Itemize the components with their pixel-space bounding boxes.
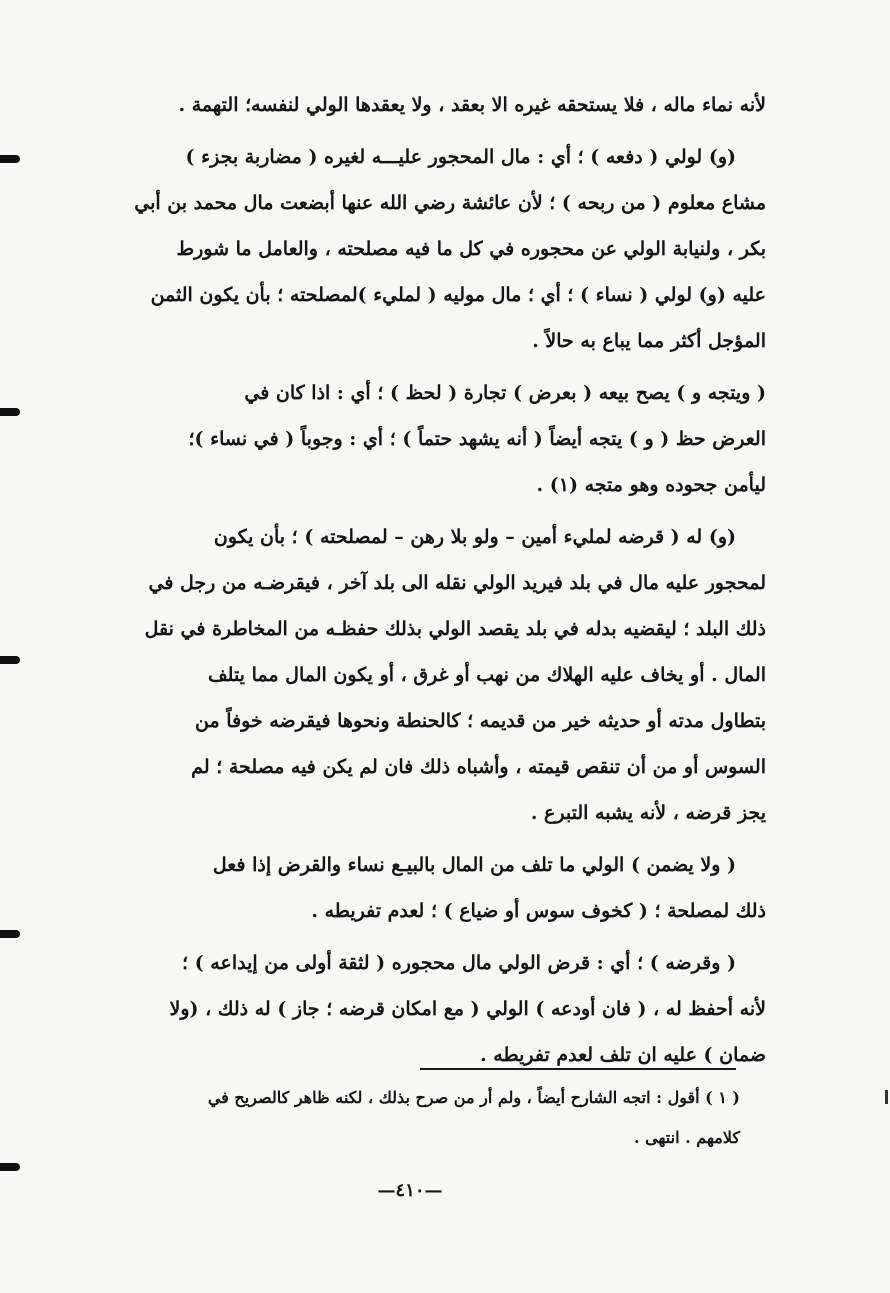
text-line: بتطاول مدته أو حديثه خير من قديمه ؛ كالحنطة ونحوها فيقرضه خوفاً من: [195, 710, 766, 732]
text-line: بكر ، ولنيابة الولي عن محجوره في كل ما فيه مصلحته ، والعامل ما شورط: [176, 238, 766, 260]
text-line: ذلك لمصلحة ؛ ( كخوف سوس أو ضياع ) ؛ لعدم تفريطه .: [311, 900, 766, 922]
text-line: لأنه أحفظ له ، ( فان أودعه ) الولي ( مع امكان قرضه ؛ جاز ) له ذلك ، (ولا: [169, 998, 766, 1020]
margin-tick: [885, 1090, 888, 1104]
text-line: يجز قرضه ، لأنه يشبه التبرع .: [530, 802, 766, 824]
margin-mark: [0, 930, 20, 938]
footnote: [90, 1078, 740, 1158]
text-line: لأنه نماء ماله ، فلا يستحقه غيره الا بعقد ، ولا يعقدها الولي لنفسه؛ التهمة .: [178, 94, 766, 116]
main-text: [96, 82, 766, 1078]
page-number: —٤١٠—: [377, 1180, 443, 1201]
text-line: ( وقرضه ) ؛ أي : قرض الولي مال محجوره ( لثقة أولى من إيداعه ) ؛: [182, 952, 736, 974]
text-line: المؤجل أكثر مما يباع به حالاً .: [532, 330, 766, 352]
text-line: (و) له ( قرضه لمليء أمين – ولو بلا رهن – لمصلحته ) ؛ بأن يكون: [213, 526, 736, 548]
text-line: عليه (و) لولي ( نساء ) ؛ أي ؛ مال موليه ( لمليء )لمصلحته ؛ بأن يكون الثمن: [150, 284, 766, 306]
text-line: ( ويتجه و ) يصح بيعه ( بعرض ) تجارة ( لحظ ) ؛ أي : اذا كان في: [244, 382, 766, 404]
text-line: لمحجور عليه مال في بلد فيريد الولي نقله الى بلد آخر ، فيقرضـه من رجل في: [148, 572, 766, 594]
text-line: المال . أو يخاف عليه الهلاك من نهب أو غرق ، أو يكون المال مما يتلف: [207, 664, 766, 686]
text-line: ذلك البلد ؛ ليقضيه بدله في بلد يقصد الولي بذلك حفظـه من المخاطرة في نقل: [144, 618, 766, 640]
text-line: ليأمن جحوده وهو متجه (١) .: [536, 474, 766, 496]
text-line: العرض حظ ( و ) يتجه أيضاً ( أنه يشهد حتماً ) ؛ أي : وجوباً ( في نساء )؛: [188, 428, 766, 450]
footnote-line: كلامهم . انتهى .: [633, 1128, 740, 1147]
text-line: السوس أو من أن تنقص قيمته ، وأشباه ذلك فان لم يكن فيه مصلحة ؛ لم: [191, 756, 766, 778]
margin-mark: [0, 1163, 20, 1171]
text-line: (و) لولي ( دفعه ) ؛ أي : مال المحجور عليـــه لغيره ( مضاربة بجزء ): [185, 146, 736, 168]
text-line: ضمان ) عليه ان تلف لعدم تفريطه .: [480, 1044, 766, 1066]
margin-mark: [0, 155, 20, 163]
text-line: ( ولا يضمن ) الولي ما تلف من المال بالبيـع نساء والقرض إذا فعل: [212, 854, 736, 876]
footnote-divider: [420, 1068, 736, 1070]
footnote-line: ( ١ ) أقول : اتجه الشارح أيضاً ، ولم أر من صرح بذلك ، لكنه ظاهر كالصريح في: [207, 1088, 740, 1107]
margin-mark: [0, 408, 20, 416]
margin-mark: [0, 656, 20, 664]
text-line: مشاع معلوم ( من ربحه ) ؛ لأن عائشة رضي الله عنها أبضعت مال محمد بن أبي: [134, 192, 766, 214]
